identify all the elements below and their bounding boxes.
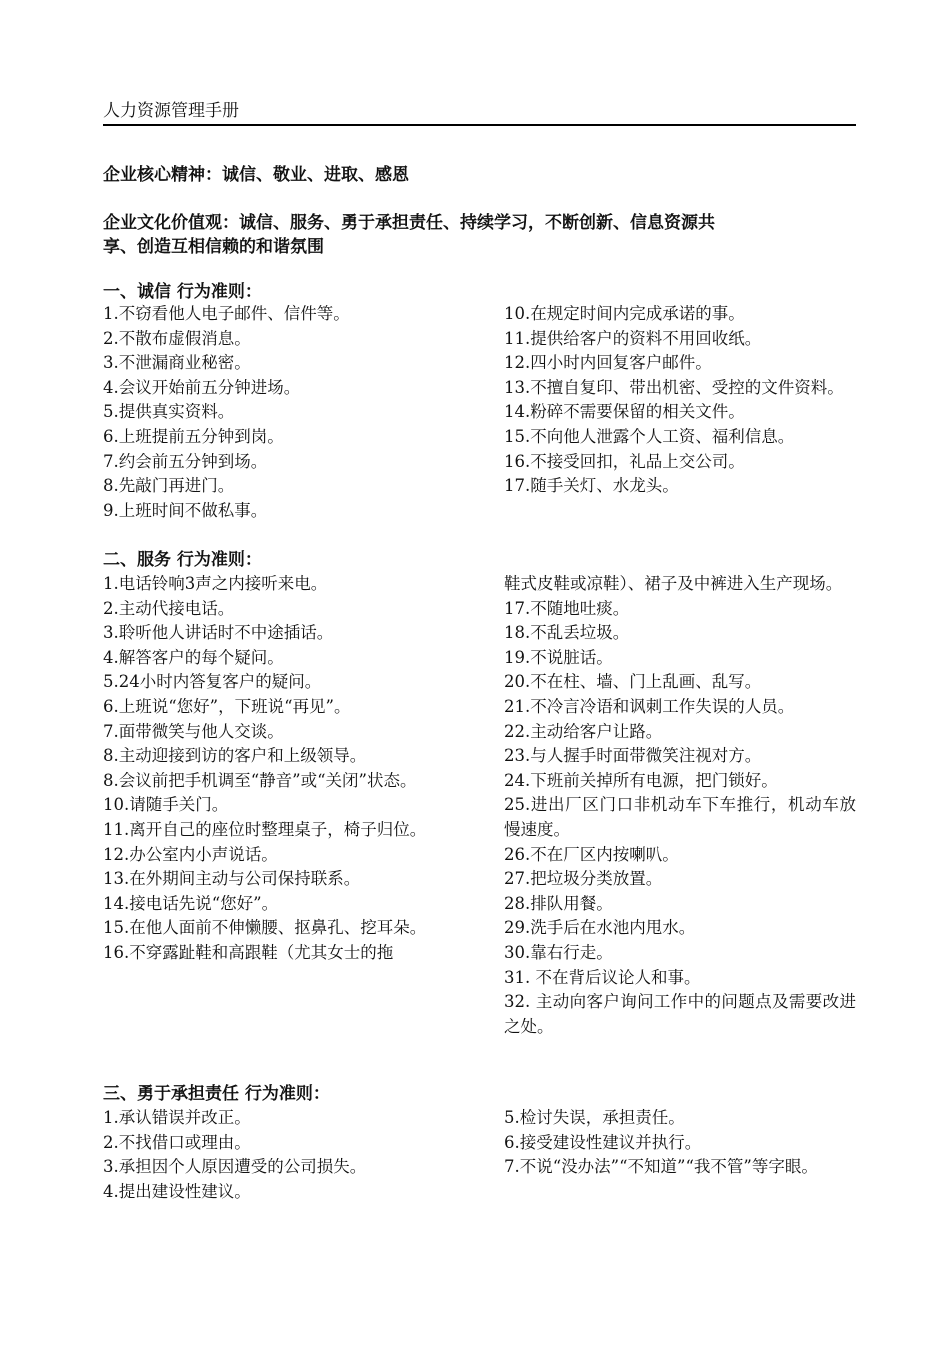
- list-item: 8.主动迎接到访的客户和上级领导。: [103, 746, 367, 766]
- list-item: 1.电话铃响3声之内接听来电。: [103, 574, 328, 593]
- list-item: 16.不穿露趾鞋和高跟鞋（尤其女士的拖: [103, 942, 394, 962]
- list-item: 8.会议前把手机调至“静音”或“关闭”状态。: [103, 770, 417, 790]
- list-item: 14.粉碎不需要保留的相关文件。: [504, 402, 745, 422]
- list-item: 10.请随手关门。: [103, 795, 229, 815]
- list-item: 24.下班前关掉所有电源，把门锁好。: [504, 770, 778, 790]
- culture-values-line-1: 企业文化价值观：诚信、服务、勇于承担责任、持续学习，不断创新、信息资源共: [103, 213, 715, 233]
- list-item: 14.接电话先说“您好”。: [103, 893, 279, 913]
- list-item: 1.承认错误并改正。: [103, 1108, 251, 1127]
- list-item: 2.不找借口或理由。: [103, 1132, 251, 1152]
- list-item: 6.上班提前五分钟到岗。: [103, 426, 284, 446]
- page-header: [103, 100, 856, 126]
- list-item: 12.四小时内回复客户邮件。: [504, 353, 712, 373]
- list-item: 7.约会前五分钟到场。: [103, 451, 268, 471]
- header-title: 人力资源管理手册: [103, 101, 239, 121]
- list-item: 6.接受建设性建议并执行。: [504, 1132, 702, 1152]
- section-1-right-column: [504, 302, 856, 499]
- list-item: 21.不冷言冷语和讽刺工作失误的人员。: [504, 696, 795, 716]
- list-item: 8.先敲门再进门。: [103, 476, 235, 496]
- list-item: 32. 主动向客户询问工作中的问题点及需要改进之处。: [504, 992, 856, 1036]
- list-item: 4.会议开始前五分钟进场。: [103, 377, 301, 397]
- list-item: 3.聆听他人讲话时不中途插话。: [103, 623, 334, 643]
- section-3-right-column: [504, 1106, 856, 1180]
- list-item: 12.办公室内小声说话。: [103, 844, 278, 864]
- list-item: 29.洗手后在水池内甩水。: [504, 918, 696, 938]
- list-item: 5.24小时内答复客户的疑问。: [103, 672, 322, 692]
- list-item: 27.把垃圾分类放置。: [504, 869, 663, 889]
- section-heading: 二、服务 行为准则：: [103, 550, 262, 570]
- section-heading: 一、诚信 行为准则：: [103, 282, 262, 302]
- list-item: 9.上班时间不做私事。: [103, 500, 268, 520]
- section-2-left-column: [103, 572, 455, 966]
- list-item: 3.不泄漏商业秘密。: [103, 353, 251, 373]
- list-item: 15.在他人面前不伸懒腰、抠鼻孔、挖耳朵。: [103, 918, 427, 938]
- list-item: 30.靠右行走。: [504, 942, 613, 962]
- list-item: 26.不在厂区内按喇叭。: [504, 844, 679, 864]
- list-item: 5.提供真实资料。: [103, 402, 235, 422]
- list-item: 5.检讨失误，承担责任。: [504, 1108, 685, 1127]
- list-item: 25.进出厂区门口非机动车下车推行，机动车放慢速度。: [504, 795, 856, 839]
- list-item: 18.不乱丢垃圾。: [504, 623, 630, 643]
- list-item: 20.不在柱、墙、门上乱画、乱写。: [504, 672, 762, 692]
- section-heading: 三、勇于承担责任 行为准则：: [103, 1084, 330, 1104]
- list-item: 4.解答客户的每个疑问。: [103, 647, 284, 667]
- list-item: 19.不说脏话。: [504, 647, 613, 667]
- list-item: 17.不随地吐痰。: [504, 598, 630, 618]
- list-item: 2.主动代接电话。: [103, 598, 235, 618]
- list-item: 4.提出建设性建议。: [103, 1181, 251, 1201]
- culture-values-line-2: 享、创造互相信赖的和谐氛围: [103, 237, 324, 257]
- list-item: 7.不说“没办法”“不知道”“我不管”等字眼。: [504, 1157, 818, 1177]
- section-2-right-column: [504, 572, 856, 1039]
- list-item: 28.排队用餐。: [504, 893, 613, 913]
- core-spirit: 企业核心精神：诚信、敬业、进取、感恩: [103, 165, 409, 185]
- list-item: 13.在外期间主动与公司保持联系。: [103, 869, 361, 889]
- list-item: 17.随手关灯、水龙头。: [504, 476, 679, 496]
- list-item: 鞋式皮鞋或凉鞋）、裙子及中裤进入生产现场。: [504, 574, 843, 593]
- list-item: 2.不散布虚假消息。: [103, 328, 251, 348]
- section-1-left-column: [103, 302, 455, 523]
- list-item: 10.在规定时间内完成承诺的事。: [504, 304, 745, 323]
- list-item: 16.不接受回扣，礼品上交公司。: [504, 451, 745, 471]
- list-item: 7.面带微笑与他人交谈。: [103, 721, 284, 741]
- section-3-left-column: [103, 1106, 455, 1204]
- list-item: 22.主动给客户让路。: [504, 721, 663, 741]
- list-item: 11.提供给客户的资料不用回收纸。: [504, 328, 762, 348]
- list-item: 15.不向他人泄露个人工资、福利信息。: [504, 426, 795, 446]
- list-item: 11.离开自己的座位时整理桌子，椅子归位。: [103, 819, 427, 839]
- list-item: 3.承担因个人原因遭受的公司损失。: [103, 1157, 367, 1177]
- list-item: 23.与人握手时面带微笑注视对方。: [504, 746, 762, 766]
- list-item: 31. 不在背后议论人和事。: [504, 967, 701, 987]
- list-item: 13.不擅自复印、带出机密、受控的文件资料。: [504, 377, 844, 397]
- list-item: 1.不窃看他人电子邮件、信件等。: [103, 304, 350, 323]
- list-item: 6.上班说“您好”，下班说“再见”。: [103, 696, 351, 716]
